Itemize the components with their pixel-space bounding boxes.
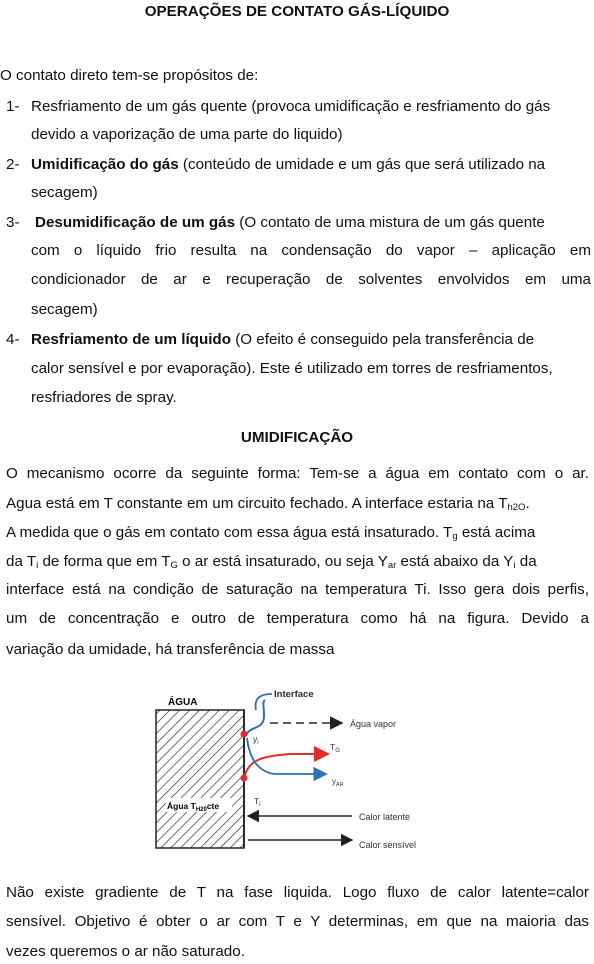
latent-heat-label: Calor latente [359, 812, 411, 822]
list-line [31, 330, 534, 349]
subscript: i [513, 560, 516, 571]
list-line: secagem) [31, 184, 98, 201]
list-line: secagem) [31, 301, 98, 318]
item-text: (conteúdo de umidade e um gás que será utilizado na [178, 156, 546, 173]
subscript: g [452, 531, 458, 542]
humidity-profile-curve [247, 738, 326, 774]
subscript: ar [387, 560, 397, 571]
bold-term: Desumidificação de um gás [35, 214, 236, 231]
list-line: com o líquido frio resulta na condensação do vapor – aplicação em [31, 242, 591, 259]
list-line [35, 213, 545, 232]
humidification-figure [150, 680, 450, 860]
paragraph-line: Não existe gradiente de T na fase liquida. Logo fluxo de calor latente=calor [6, 884, 589, 901]
water-temp-label: Água $T_{H20}cte$ [167, 801, 220, 813]
list-number: 1- [6, 98, 20, 115]
item-text: (O efeito é conseguido pela transferência de [231, 331, 535, 348]
paragraph-line [6, 494, 530, 517]
text-span: A medida que o gás em contato com essa água está insaturado. T [6, 524, 453, 541]
subscript: G [170, 560, 178, 571]
yi-point [241, 731, 248, 738]
list-number: 4- [6, 331, 20, 348]
text-span: da [515, 553, 537, 570]
paragraph-line: um de concentração e outro de temperatura como há na figura. Devido a [6, 610, 589, 627]
text-span: está abaixo da Y [396, 553, 514, 570]
water-label: ÁGUA [168, 697, 198, 708]
vapor-label: Água vapor [350, 719, 397, 729]
ti-point [241, 775, 248, 782]
ti-label: $T_i$ [254, 796, 261, 808]
bold-term: Umidificação do gás [31, 156, 179, 173]
paragraph-line: variação da umidade, há transferência de massa [6, 641, 335, 658]
water-block [156, 710, 244, 848]
list-line: condicionador de ar e recuperação de solventes envolvidos em uma [31, 271, 591, 288]
text-span: da T [6, 553, 37, 570]
text-span: o ar está insaturado, ou seja Y [177, 553, 388, 570]
tg-label: $T_G$ [330, 742, 340, 754]
section-title: UMIDIFICAÇÃO [240, 429, 354, 446]
page-title: OPERAÇÕES DE CONTATO GÁS-LÍQUIDO [144, 3, 450, 20]
text-span: . [525, 495, 530, 512]
bold-term: Resfriamento de um líquido [31, 331, 231, 348]
intro-text: O contato direto tem-se propósitos de: [0, 67, 259, 84]
list-line: Resfriamento de um gás quente (provoca umidificação e resfriamento do gás [31, 98, 551, 115]
paragraph-line: vezes queremos o ar não saturado. [6, 943, 245, 960]
text-span: de forma que em T [38, 553, 171, 570]
paragraph-line: interface está na condição de saturação na temperatura Ti. Isso gera dois perfis, [6, 581, 589, 598]
paragraph-line [6, 552, 537, 575]
paragraph-line [6, 523, 535, 546]
paragraph-line: sensível. Objetivo é obter o ar com T e Y determinas, em que na maioria das [6, 913, 589, 930]
yar-label: $y_{AR}$ [332, 777, 344, 788]
list-line: resfriadores de spray. [31, 389, 177, 406]
interface-label: Interface [274, 689, 314, 700]
text-span: Agua está em T constante em um circuito fechado. A interface estaria na T [6, 495, 508, 512]
item-text: (O contato de uma mistura de um gás quente [235, 214, 545, 231]
yi-label: $y_i$ [253, 734, 259, 746]
text-span: está acima [457, 524, 536, 541]
list-line [31, 155, 545, 174]
paragraph-line: O mecanismo ocorre da seguinte forma: Tem-se a água em contato com o ar. [6, 465, 589, 482]
subscript: h2O [507, 502, 526, 513]
list-number: 3- [6, 214, 20, 231]
list-number: 2- [6, 156, 20, 173]
subscript: i [36, 560, 39, 571]
sensible-heat-label: Calor sensível [359, 840, 417, 850]
list-line: calor sensível e por evaporação). Este é utilizado em torres de resfriamentos, [31, 360, 553, 377]
list-line: devido a vaporização de uma parte do liquido) [31, 126, 343, 143]
